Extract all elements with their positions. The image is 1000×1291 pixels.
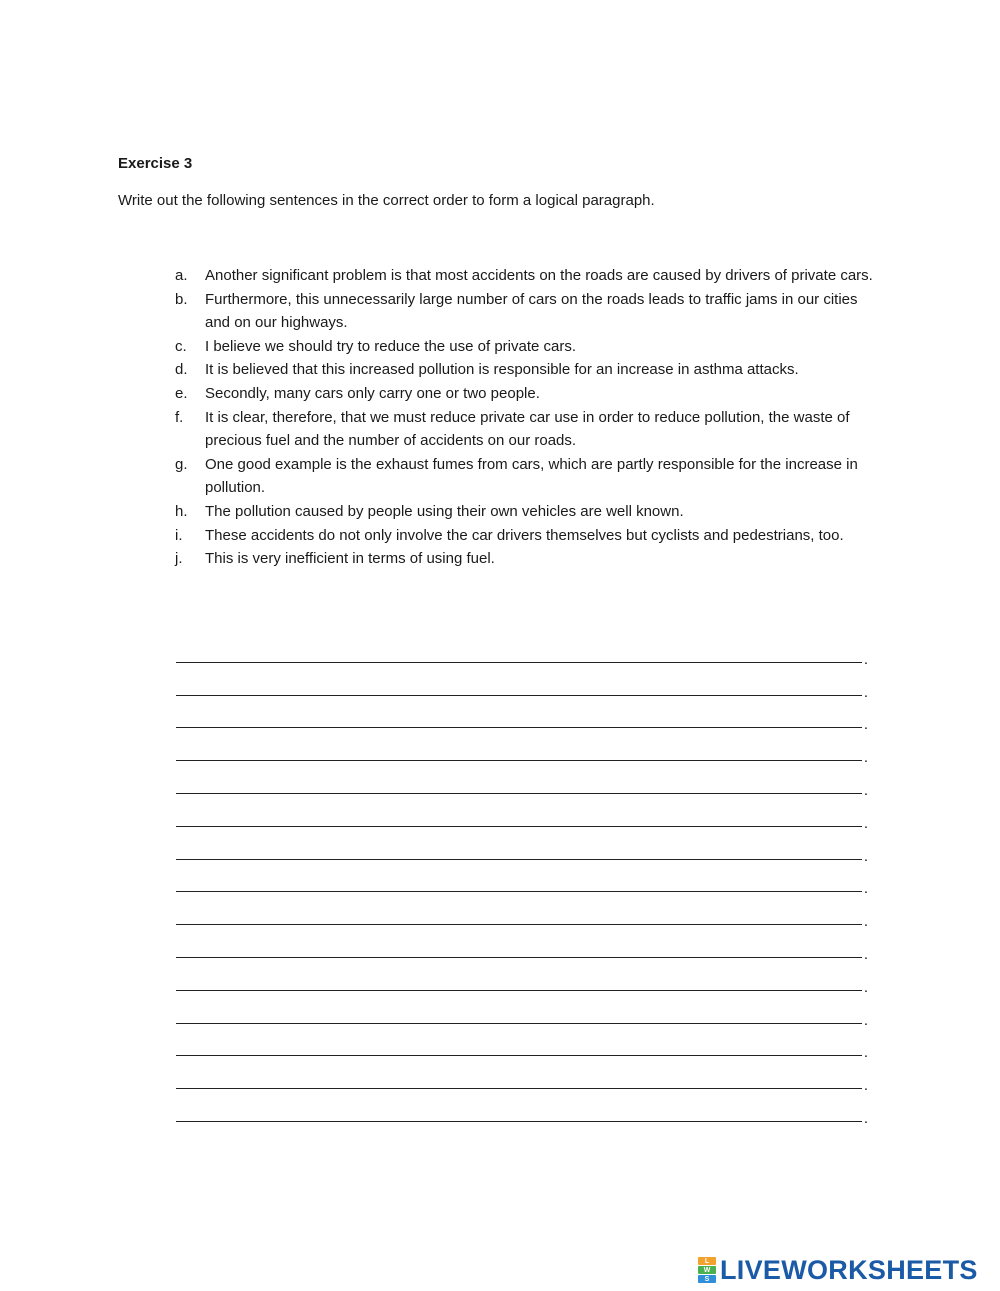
answer-line-period: . bbox=[863, 978, 868, 996]
sentence-item bbox=[175, 358, 875, 382]
sentence-item bbox=[175, 524, 875, 548]
sentence-item bbox=[175, 547, 875, 571]
sentence-item bbox=[175, 406, 875, 453]
answer-line-period: . bbox=[863, 781, 868, 799]
sentence-text: One good example is the exhaust fumes from cars, which are partly responsible for the increase in pollution. bbox=[205, 455, 858, 497]
answer-line-rule bbox=[176, 1023, 862, 1024]
sentence-list bbox=[175, 264, 875, 571]
answer-line-rule bbox=[176, 859, 862, 860]
answer-line-period: . bbox=[863, 749, 868, 767]
answer-line[interactable] bbox=[176, 1009, 868, 1042]
sentence-item bbox=[175, 288, 875, 335]
sentence-text: Furthermore, this unnecessarily large number of cars on the roads leads to traffic jams in our cities and on our highways. bbox=[205, 290, 858, 332]
liveworksheets-logo bbox=[698, 1255, 978, 1285]
answer-line[interactable] bbox=[176, 648, 868, 681]
answer-line-rule bbox=[176, 793, 862, 794]
sentence-text: This is very inefficient in terms of using fuel. bbox=[205, 550, 495, 568]
sentence-item bbox=[175, 382, 875, 406]
sentence-text: Secondly, many cars only carry one or two people. bbox=[205, 384, 540, 402]
answer-line[interactable] bbox=[176, 1107, 868, 1140]
sentence-item bbox=[175, 500, 875, 524]
sentence-letter: f. bbox=[175, 408, 184, 426]
answer-line[interactable] bbox=[176, 878, 868, 911]
answer-line[interactable] bbox=[176, 1042, 868, 1075]
answer-line-period: . bbox=[863, 1044, 868, 1062]
sentence-text: The pollution caused by people using their own vehicles are well known. bbox=[205, 502, 684, 520]
answer-line[interactable] bbox=[176, 976, 868, 1009]
answer-line-rule bbox=[176, 924, 862, 925]
answer-line[interactable] bbox=[176, 681, 868, 714]
answer-line-rule bbox=[176, 662, 862, 663]
answer-line[interactable] bbox=[176, 779, 868, 812]
sentence-letter: b. bbox=[175, 290, 188, 308]
answer-line[interactable] bbox=[176, 910, 868, 943]
sentence-letter: h. bbox=[175, 502, 188, 520]
answer-line-rule bbox=[176, 990, 862, 991]
answer-line-rule bbox=[176, 826, 862, 827]
answer-line-period: . bbox=[863, 1011, 868, 1029]
sentence-letter: c. bbox=[175, 337, 187, 355]
answer-line-period: . bbox=[863, 1109, 868, 1127]
sentence-text: These accidents do not only involve the car drivers themselves but cyclists and pedestrians, too. bbox=[205, 526, 844, 544]
answer-line[interactable] bbox=[176, 714, 868, 747]
sentence-letter: j. bbox=[175, 550, 183, 568]
answer-line-period: . bbox=[863, 683, 868, 701]
answer-lines bbox=[176, 648, 868, 1140]
logo-icon-block: L bbox=[698, 1257, 716, 1265]
sentence-letter: d. bbox=[175, 361, 188, 379]
sentence-text: Another significant problem is that most accidents on the roads are caused by drivers of private cars. bbox=[205, 267, 873, 284]
logo-icon-block: W bbox=[698, 1266, 716, 1274]
answer-line[interactable] bbox=[176, 1074, 868, 1107]
sentence-letter: a. bbox=[175, 267, 188, 284]
sentence-text: It is clear, therefore, that we must reduce private car use in order to reduce pollution, the waste of precious fuel and the number of accidents on our roads. bbox=[205, 408, 850, 450]
answer-line[interactable] bbox=[176, 812, 868, 845]
liveworksheets-logo-icon bbox=[698, 1257, 716, 1283]
answer-line-rule bbox=[176, 891, 862, 892]
answer-line[interactable] bbox=[176, 845, 868, 878]
sentence-text: It is believed that this increased pollution is responsible for an increase in asthma attacks. bbox=[205, 361, 799, 379]
sentence-item bbox=[175, 453, 875, 500]
answer-line-period: . bbox=[863, 945, 868, 963]
logo-icon-block: S bbox=[698, 1275, 716, 1283]
exercise-title: Exercise 3 bbox=[118, 155, 193, 172]
sentence-letter: i. bbox=[175, 526, 183, 544]
answer-line-period: . bbox=[863, 1077, 868, 1095]
answer-line-rule bbox=[176, 727, 862, 728]
answer-line-period: . bbox=[863, 847, 868, 865]
answer-line-period: . bbox=[863, 650, 868, 668]
answer-line-rule bbox=[176, 695, 862, 696]
answer-line-period: . bbox=[863, 880, 868, 898]
answer-line-period: . bbox=[863, 716, 868, 734]
sentence-text: I believe we should try to reduce the use of private cars. bbox=[205, 337, 577, 355]
sentence-letter: g. bbox=[175, 455, 188, 473]
answer-line[interactable] bbox=[176, 943, 868, 976]
answer-line-period: . bbox=[863, 814, 868, 832]
exercise-instruction: Write out the following sentences in the correct order to form a logical paragraph. bbox=[118, 192, 655, 209]
answer-line-rule bbox=[176, 1055, 862, 1056]
answer-line-rule bbox=[176, 1088, 862, 1089]
answer-line-period: . bbox=[863, 913, 868, 931]
sentence-letter: e. bbox=[175, 384, 188, 402]
sentence-item bbox=[175, 335, 875, 359]
answer-line-rule bbox=[176, 957, 862, 958]
answer-line-rule bbox=[176, 760, 862, 761]
sentence-item bbox=[175, 264, 875, 288]
answer-line-rule bbox=[176, 1121, 862, 1122]
logo-text: LIVEWORKSHEETS bbox=[720, 1254, 978, 1285]
answer-line[interactable] bbox=[176, 746, 868, 779]
